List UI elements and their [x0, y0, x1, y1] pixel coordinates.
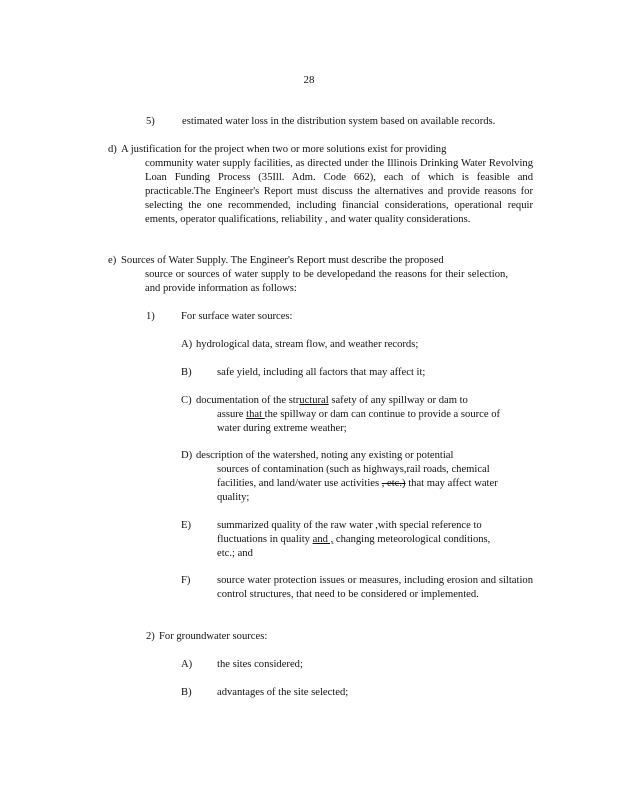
item-first-line: summarized quality of the raw water ,with special reference to	[217, 520, 482, 531]
item-marker: e)	[108, 255, 117, 266]
ground-item-a	[181, 658, 481, 672]
item-text: hydrological data, stream flow, and weather records;	[196, 339, 419, 350]
item-first-line: description of the watershed, noting any existing or potential	[196, 450, 454, 461]
list-item-e	[108, 254, 508, 296]
item-marker: A)	[181, 659, 193, 670]
item-text: For groundwater sources:	[159, 631, 268, 642]
item-text: For surface water sources:	[181, 311, 293, 322]
item-line: etc.; and	[217, 548, 253, 559]
item-line: facilities, and land/water use activities , etc.) that may affect water	[217, 478, 498, 489]
item-body: source or sources of water supply to be developedand the reasons for their selection, and provide information as follows:	[145, 269, 508, 294]
item-line: sources of contamination (such as highways,rail roads, chemical	[217, 464, 490, 475]
item-marker: 2)	[146, 631, 155, 642]
item-marker: D)	[181, 450, 193, 461]
surface-item-b	[181, 366, 501, 380]
item-marker: C)	[181, 395, 192, 406]
item-first-line: documentation of the structural safety of any spillway or dam to	[196, 395, 468, 406]
item-line: fluctuations in quality and , changing meteorological conditions,	[217, 534, 491, 545]
list-item-1	[146, 310, 446, 324]
item-text: estimated water loss in the distribution system based on available records.	[182, 116, 496, 127]
list-item-d	[108, 143, 533, 227]
item-line: assure that the spillway or dam can continue to provide a source of	[217, 409, 501, 420]
item-marker: 5)	[146, 116, 155, 127]
page-number: 28	[303, 74, 315, 86]
item-marker: 1)	[146, 311, 155, 322]
item-first-line: A justification for the project when two or more solutions exist for providing	[121, 144, 447, 155]
item-marker: F)	[181, 575, 191, 586]
list-item-5	[146, 115, 536, 129]
item-marker: B)	[181, 367, 192, 378]
item-first-line: Sources of Water Supply. The Engineer's Report must describe the proposed	[121, 255, 444, 266]
item-marker: d)	[108, 144, 117, 155]
item-body: community water supply facilities, as directed under the Illinois Drinking Water Revolving Loan Funding Process (35Ill. Adm. Code 662), each of which is feasible and practicable.The Engineer's Report must discuss the alternatives and provide reasons for selecting the one recommended, including financial considerations, operational requir ements, operator qualifications, reliability , and water quality considerations.	[145, 158, 533, 225]
list-item-2	[146, 630, 446, 644]
item-marker: A)	[181, 339, 193, 350]
surface-item-f	[181, 574, 533, 602]
item-line: water during extreme weather;	[217, 423, 347, 434]
item-line: quality;	[217, 492, 250, 503]
surface-item-c	[181, 394, 537, 436]
item-text: safe yield, including all factors that may affect it;	[217, 367, 426, 378]
item-text: the sites considered;	[217, 659, 303, 670]
item-text: advantages of the site selected;	[217, 687, 349, 698]
ground-item-b	[181, 686, 481, 700]
surface-item-e	[181, 519, 521, 561]
surface-item-a	[181, 338, 481, 352]
surface-item-d	[181, 449, 534, 505]
item-text: source water protection issues or measures, including erosion and siltation control structures, that need to be considered or implemented.	[217, 575, 533, 600]
item-marker: B)	[181, 687, 192, 698]
item-marker: E)	[181, 520, 191, 531]
